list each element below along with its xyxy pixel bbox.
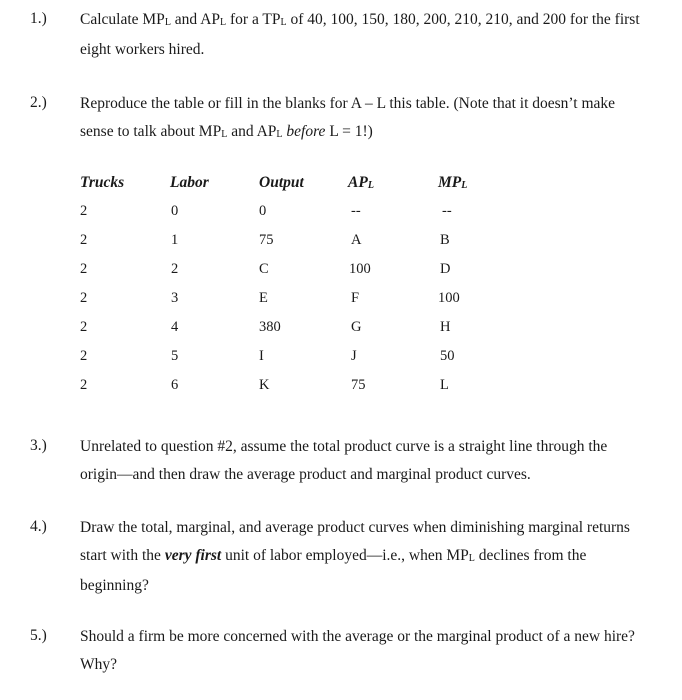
question-1-number: 1.) <box>30 10 47 27</box>
header-labor: Labor <box>170 174 209 191</box>
header-output: Output <box>259 174 304 191</box>
header-trucks: Trucks <box>80 174 125 191</box>
table-cell: D <box>440 261 451 277</box>
table-cell: 1 <box>171 232 179 248</box>
table-cell: 3 <box>171 290 179 306</box>
question-3-number: 3.) <box>30 437 47 454</box>
table-cell: J <box>351 348 357 364</box>
table-cell: 4 <box>171 319 179 335</box>
question-5-number: 5.) <box>30 627 47 644</box>
table-cell: G <box>351 319 362 335</box>
table-cell: B <box>440 232 450 248</box>
table-cell: 75 <box>259 232 274 248</box>
table-cell: 6 <box>171 377 179 393</box>
table-cell: -- <box>442 203 452 219</box>
question-1-text: Calculate MPL and APL for a TPL of 40, 100, 150, 180, 200, 210, 210, and 200 for the first eight workers hired. <box>80 11 640 58</box>
question-2-number: 2.) <box>30 94 47 111</box>
table-cell: 0 <box>259 203 267 219</box>
table-cell: 75 <box>351 377 366 393</box>
question-4-number: 4.) <box>30 518 47 535</box>
table-cell: H <box>440 319 451 335</box>
table-cell: F <box>351 290 360 306</box>
header-mpl: MPL <box>438 174 468 191</box>
table-cell: L <box>440 377 449 393</box>
table-cell: A <box>351 232 362 248</box>
header-apl: APL <box>348 174 374 191</box>
table-cell: 100 <box>349 261 371 277</box>
table-cell: K <box>259 377 270 393</box>
table-cell: 50 <box>440 348 455 364</box>
table-cell: 2 <box>80 319 88 335</box>
table-cell: 2 <box>171 261 179 277</box>
table-cell: 2 <box>80 232 88 248</box>
table-cell: 2 <box>80 377 88 393</box>
table-cell: C <box>259 261 269 277</box>
table-cell: 2 <box>80 203 88 219</box>
table-cell: I <box>259 348 264 364</box>
table-cell: 2 <box>80 290 88 306</box>
table-cell: 100 <box>438 290 460 306</box>
question-5-text: Should a firm be more concerned with the average or the marginal product of a new hire? Why? <box>80 628 635 673</box>
table-cell: 2 <box>80 261 88 277</box>
table-cell: -- <box>351 203 361 219</box>
question-2-text: Reproduce the table or fill in the blanks for A – L this table. (Note that it doesn’t make sense to talk about MPL and APL before L = 1!) <box>80 95 616 140</box>
question-3-text: Unrelated to question #2, assume the total product curve is a straight line through the origin—and then draw the average product and marginal product curves. <box>80 438 608 483</box>
table-cell: E <box>259 290 268 306</box>
question-4-text: Draw the total, marginal, and average product curves when diminishing marginal returns start with the very first unit of labor employed—i.e., when MPL declines from the beginning? <box>80 519 630 594</box>
table-cell: 2 <box>80 348 88 364</box>
table-cell: 380 <box>259 319 281 335</box>
table-cell: 5 <box>171 348 179 364</box>
table-cell: 0 <box>171 203 179 219</box>
